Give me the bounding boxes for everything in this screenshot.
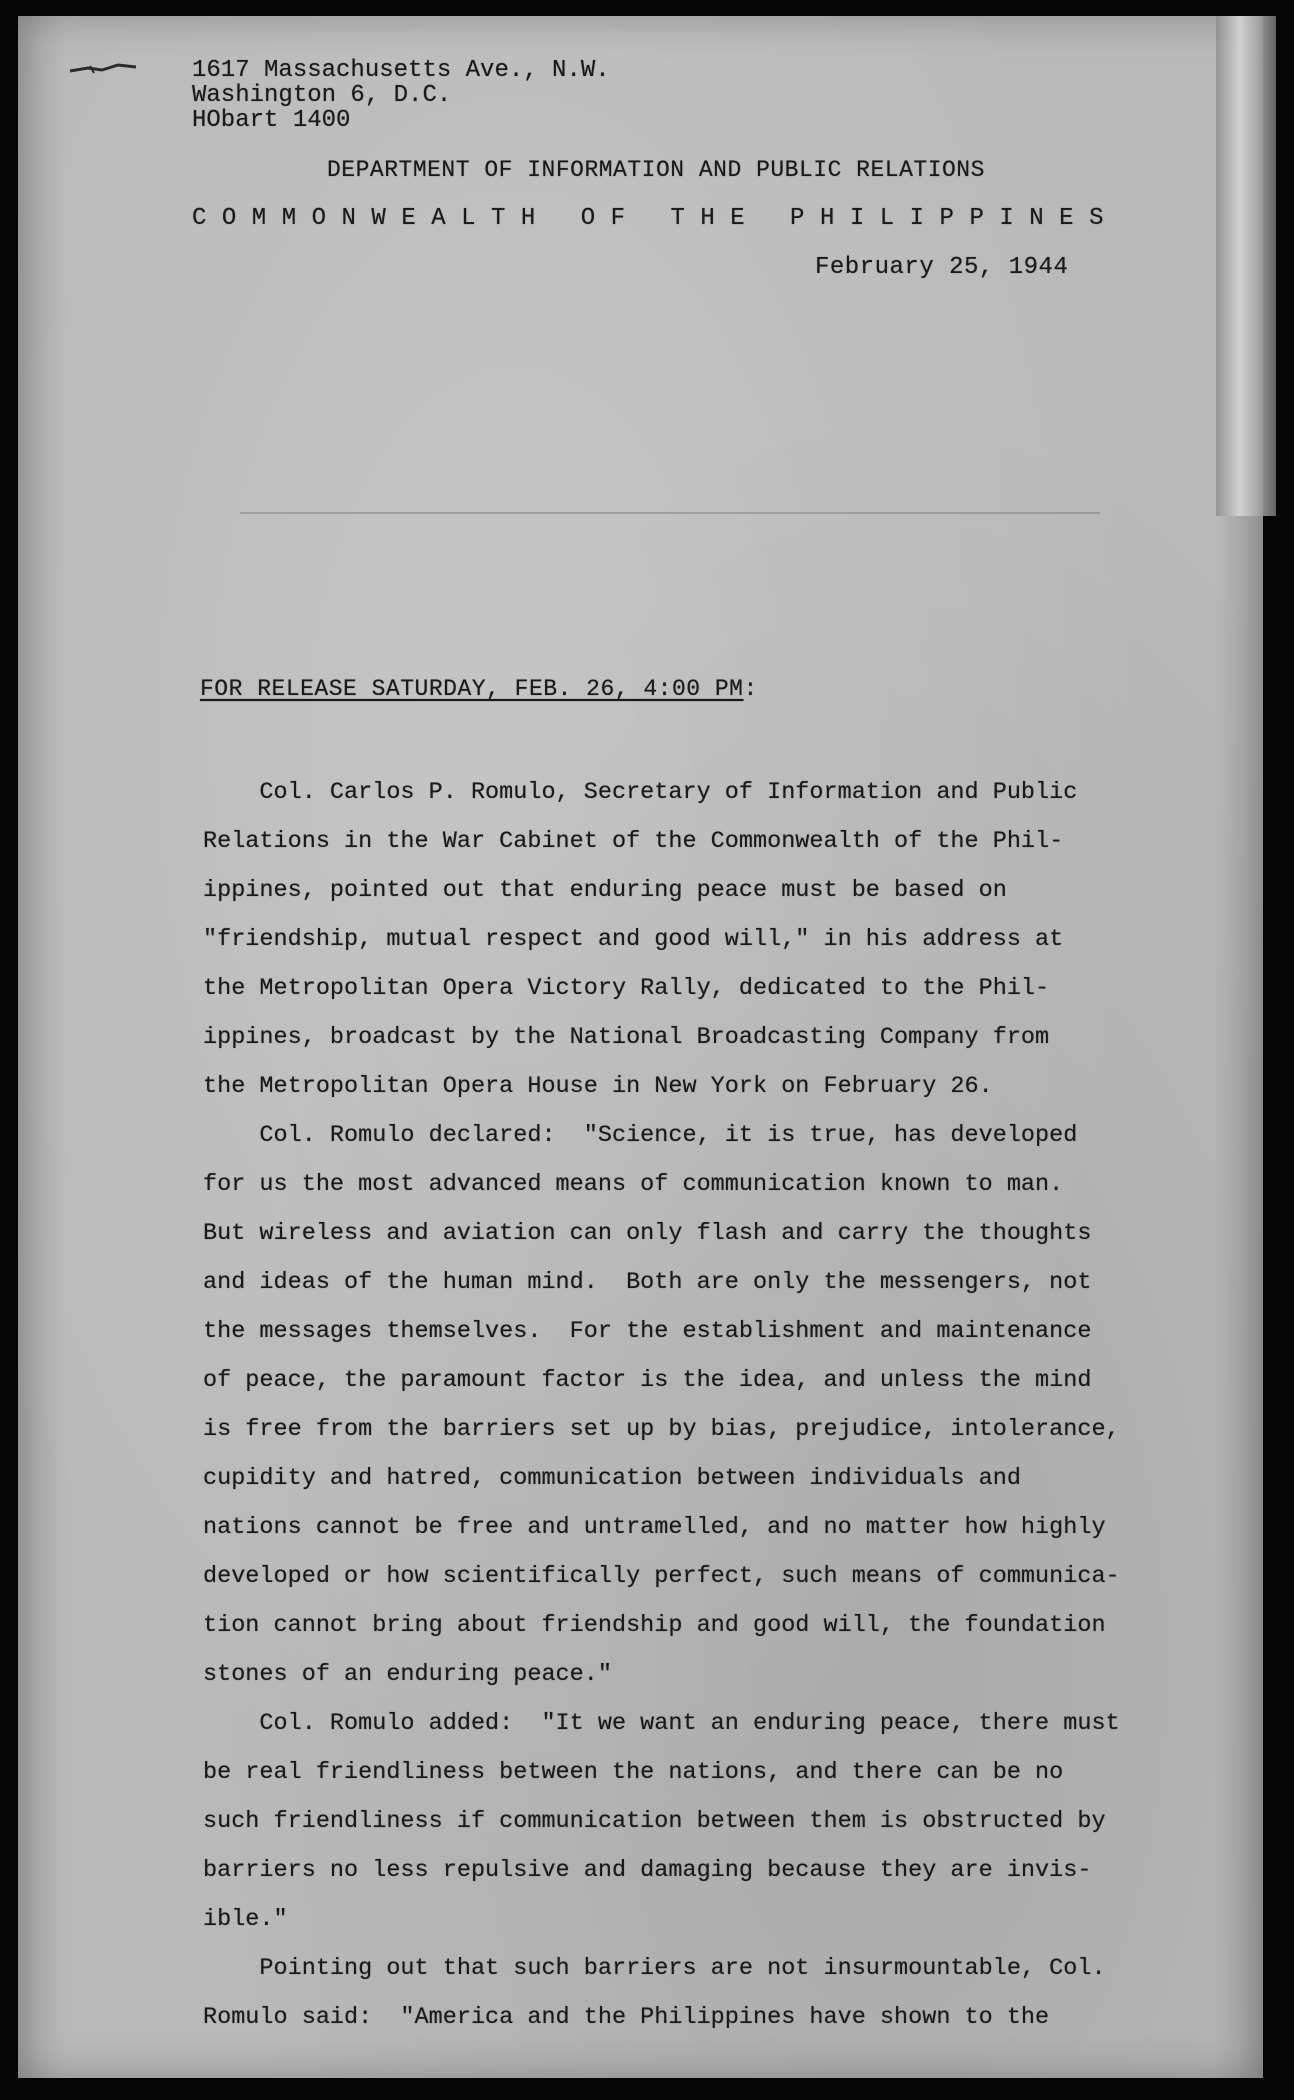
body-text-line: ippines, pointed out that enduring peace must be based on — [203, 877, 1007, 904]
body-text-line: But wireless and aviation can only flash and carry the thoughts — [203, 1220, 1092, 1247]
document-date: February 25, 1944 — [815, 254, 1069, 281]
body-text-line: Pointing out that such barriers are not insurmountable, Col. — [203, 1955, 1106, 1982]
body-text-line: of peace, the paramount factor is the idea, and unless the mind — [203, 1367, 1092, 1394]
body-text-line: cupidity and hatred, communication between individuals and — [203, 1465, 1021, 1492]
press-release-body — [203, 768, 1203, 2042]
body-text-line: Romulo said: "America and the Philippines have shown to the — [203, 2004, 1050, 2031]
body-text-line: be real friendliness between the nations, and there can be no — [203, 1759, 1064, 1786]
body-text-line: Col. Romulo declared: "Science, it is true, has developed — [203, 1122, 1078, 1149]
body-text-line: barriers no less repulsive and damaging because they are invis- — [203, 1857, 1092, 1884]
body-text-line: developed or how scientifically perfect, such means of communica- — [203, 1563, 1120, 1590]
body-text-line: ippines, broadcast by the National Broadcasting Company from — [203, 1024, 1050, 1051]
body-text-line: tion cannot bring about friendship and good will, the foundation — [203, 1612, 1106, 1639]
department-heading: DEPARTMENT OF INFORMATION AND PUBLIC RELATIONS — [327, 157, 985, 183]
body-text-line: Col. Carlos P. Romulo, Secretary of Information and Public — [203, 779, 1078, 806]
body-text-line: such friendliness if communication between them is obstructed by — [203, 1808, 1106, 1835]
address-phone: HObart 1400 — [192, 107, 351, 134]
body-text-line: and ideas of the human mind. Both are only the messengers, not — [203, 1269, 1092, 1296]
release-notice-text: FOR RELEASE SATURDAY, FEB. 26, 4:00 PM — [200, 676, 744, 702]
handwritten-mark — [68, 62, 138, 76]
body-text-line: is free from the barriers set up by bias, prejudice, intolerance, — [203, 1416, 1120, 1443]
body-text-line: ible." — [203, 1906, 288, 1933]
body-text-line: the Metropolitan Opera House in New York on February 26. — [203, 1073, 993, 1100]
commonwealth-heading: COMMONWEALTH OF THE PHILIPPINES — [192, 205, 1119, 232]
body-text-line: stones of an enduring peace." — [203, 1661, 612, 1688]
body-text-line: Col. Romulo added: "It we want an enduring peace, there must — [203, 1710, 1120, 1737]
letterhead-address-block — [192, 58, 610, 133]
release-notice-colon: : — [743, 676, 758, 702]
body-text-line: "friendship, mutual respect and good will," in his address at — [203, 926, 1064, 953]
underlying-page-edge — [1216, 16, 1276, 516]
body-text-line: the Metropolitan Opera Victory Rally, dedicated to the Phil- — [203, 975, 1050, 1002]
paper-fold-line — [240, 512, 1100, 514]
body-text-line: the messages themselves. For the establishment and maintenance — [203, 1318, 1092, 1345]
release-notice — [200, 676, 758, 702]
address-street: 1617 Massachusetts Ave., N.W. — [192, 57, 610, 84]
body-text-line: Relations in the War Cabinet of the Commonwealth of the Phil- — [203, 828, 1064, 855]
body-text-line: for us the most advanced means of communication known to man. — [203, 1171, 1064, 1198]
body-text-line: nations cannot be free and untramelled, and no matter how highly — [203, 1514, 1106, 1541]
address-city: Washington 6, D.C. — [192, 82, 452, 109]
